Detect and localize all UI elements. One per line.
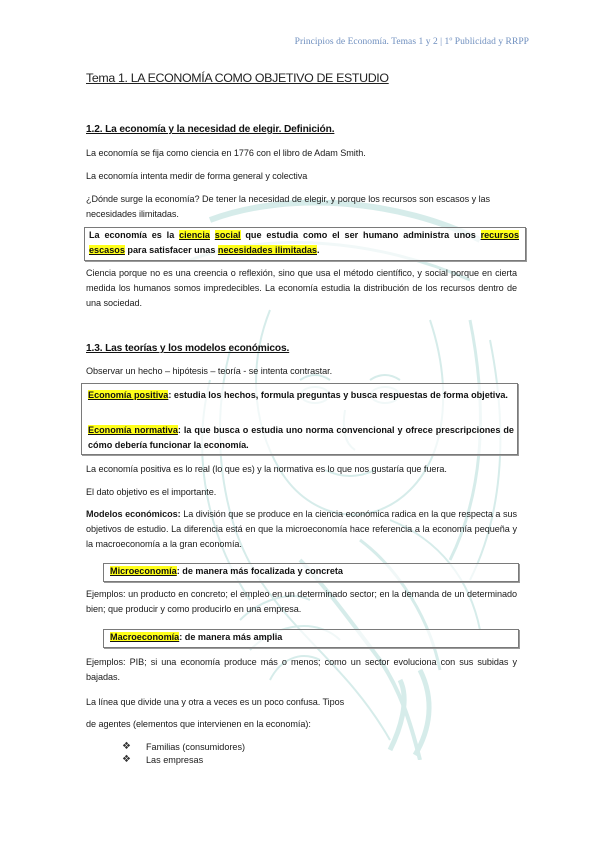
diamond-bullet-icon: ❖ (122, 741, 131, 752)
highlight-macroeconomia: Macroeconomía (110, 632, 180, 642)
definition-box: La economía es la ciencia social que estudia como el ser humano administra unos recursos escasos para satisfacer unas necesidades ilimitadas. (84, 227, 526, 261)
highlight-economia-normativa: Economía normativa (88, 425, 178, 435)
paragraph: Ciencia porque no es una creencia o reflexión, sino que usa el método científico, y social porque en cierta medida los humanos somos impredecibles. La economía estudia la distribución de los recursos dentro de una sociedad. (86, 268, 517, 308)
paragraph: Observar un hecho – hipótesis – teoría - se intenta contrastar. (86, 366, 333, 376)
page-title: Tema 1. LA ECONOMÍA COMO OBJETIVO DE ESTUDIO (86, 71, 389, 85)
list-item: ❖ Las empresas (122, 754, 204, 765)
highlight-recursos-escasos: recursos escasos (89, 230, 519, 255)
paragraph: La economía intenta medir de forma general y colectiva (86, 171, 308, 181)
agents-list (122, 741, 245, 767)
list-item: ❖ Familias (consumidores) (122, 741, 246, 752)
highlight-necesidades-ilimitadas: necesidades ilimitadas (217, 245, 317, 255)
macroeconomy-box: Macroeconomía: de manera más amplia (103, 629, 519, 648)
paragraph: La economía se fija como ciencia en 1776 con el libro de Adam Smith. (86, 148, 366, 158)
normative-economy-definition: Economía normativa: la que busca o estudia uno norma convencional y ofrece prescripciones de cómo debería funcionar la economía. (88, 425, 514, 450)
paragraph: El dato objetivo es el importante. (86, 487, 217, 497)
paragraph: Ejemplos: un producto en concreto; el empleo en un determinado sector; en la demanda de un determinado bien; que producir y como producirlo en una empresa. (86, 589, 517, 614)
models-paragraph: Modelos económicos: La división que se produce en la ciencia económica radica en la que respecta a sus objetivos de estudio. La diferencia está en que la microeconomía hace referencia a la economía pequeña y la macroeconomía a la gran economía. (86, 509, 517, 549)
highlight-economia-positiva: Economía positiva (88, 390, 169, 400)
economy-types-box (81, 383, 518, 455)
highlight-microeconomia: Microeconomía (110, 566, 177, 576)
highlight-social: social (214, 230, 241, 240)
paragraph: de agentes (elementos que intervienen en la economía): (86, 719, 311, 729)
section-heading-1-3: 1.3. Las teorías y los modelos económicos. (86, 343, 290, 354)
models-label: Modelos económicos: (86, 509, 181, 519)
paragraph: Ejemplos: PIB; si una economía produce más o menos; como un sector evoluciona con sus subidas y bajadas. (86, 657, 517, 682)
microeconomy-box: Microeconomía: de manera más focalizada y concreta (103, 563, 519, 582)
paragraph: La línea que divide una y otra a veces es un poco confusa. Tipos (86, 697, 345, 707)
positive-economy-definition: Economía positiva: estudia los hechos, formula preguntas y busca respuestas de forma objetiva. (88, 390, 508, 400)
diamond-bullet-icon: ❖ (122, 754, 131, 765)
paragraph: La economía positiva es lo real (lo que es) y la normativa es lo que nos gustaría que fuera. (86, 464, 447, 474)
section-heading-1-2: 1.2. La economía y la necesidad de elegir. Definición. (86, 124, 335, 135)
highlight-ciencia: ciencia (179, 230, 210, 240)
paragraph: ¿Dónde surge la economía? De tener la necesidad de elegir, y porque los recursos son escasos y las necesidades ilimitadas. (86, 194, 491, 219)
running-header: Principios de Economía. Temas 1 y 2 | 1º Publicidad y RRPP (294, 37, 529, 47)
